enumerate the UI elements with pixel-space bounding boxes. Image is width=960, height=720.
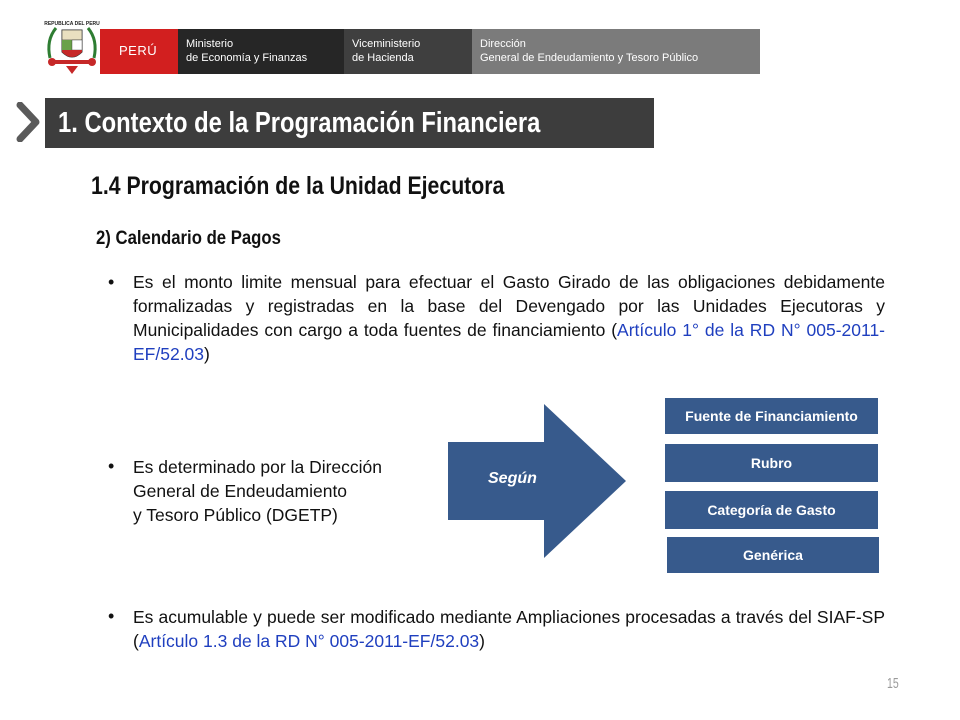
bullet-1-body: Es el monto limite mensual para efectuar el Gasto Girado de las obligaciones debidamente formalizadas y registradas en la base del Devengado por las Unidades Ejecutoras y Municipalidades con cargo a toda fuentes de financiamiento ( (133, 272, 885, 340)
viceministry-label (344, 29, 472, 74)
direction-label (472, 29, 760, 74)
bullet-3-close: ) (479, 631, 485, 651)
box-categoria-gasto: Categoría de Gasto (665, 491, 878, 529)
coat-of-arms-icon (44, 18, 100, 76)
bullet-3-body: Es acumulable y puede ser modificado mediante Ampliaciones procesadas a través del SIAF-SP ( (133, 607, 885, 651)
bullet-1-text (133, 270, 885, 366)
box-fuente-financiamiento: Fuente de Financiamiento (665, 398, 878, 434)
bullet-2-line3: y Tesoro Público (DGETP) (133, 505, 338, 525)
box-rubro: Rubro (665, 444, 878, 482)
bullet-2-line2: General de Endeudamiento (133, 481, 348, 501)
segun-arrow (448, 404, 626, 558)
chevron-right-icon (14, 102, 44, 142)
ministry-label (178, 29, 344, 74)
dir-line2: General de Endeudamiento y Tesoro Público (480, 52, 699, 64)
vice-line2: de Hacienda (352, 52, 414, 64)
page-title: 1. Contexto de la Programación Financiera (58, 107, 541, 139)
bullet-1-reference: Artículo 1° de la RD N° 005-2011-EF/52.03 (133, 320, 886, 364)
subtitle: 1.4 Programación de la Unidad Ejecutora (91, 172, 505, 200)
arrow-label: Según (488, 470, 537, 487)
bullet-2-line1: Es determinado por la Dirección (133, 457, 383, 477)
bullet-1-marker: • (108, 272, 115, 292)
bullet-1-close: ) (204, 344, 210, 364)
ministry-line1: Ministerio (186, 38, 234, 50)
bullet-3-text (133, 605, 885, 653)
section-heading: 2) Calendario de Pagos (96, 228, 281, 249)
bullet-2-text (133, 455, 433, 527)
peru-label: PERÚ (100, 29, 178, 74)
svg-text:REPUBLICA DEL PERU: REPUBLICA DEL PERU (44, 21, 100, 27)
bullet-2-marker: • (108, 456, 115, 476)
vice-line1: Viceministerio (352, 38, 421, 50)
box-generica: Genérica (667, 537, 879, 573)
dir-line1: Dirección (480, 38, 526, 50)
bullet-3-marker: • (108, 606, 115, 626)
bullet-3-reference: Artículo 1.3 de la RD N° 005-2011-EF/52.03 (138, 631, 480, 651)
ministry-line2: de Economía y Finanzas (186, 52, 308, 64)
page-number: 15 (887, 675, 899, 692)
